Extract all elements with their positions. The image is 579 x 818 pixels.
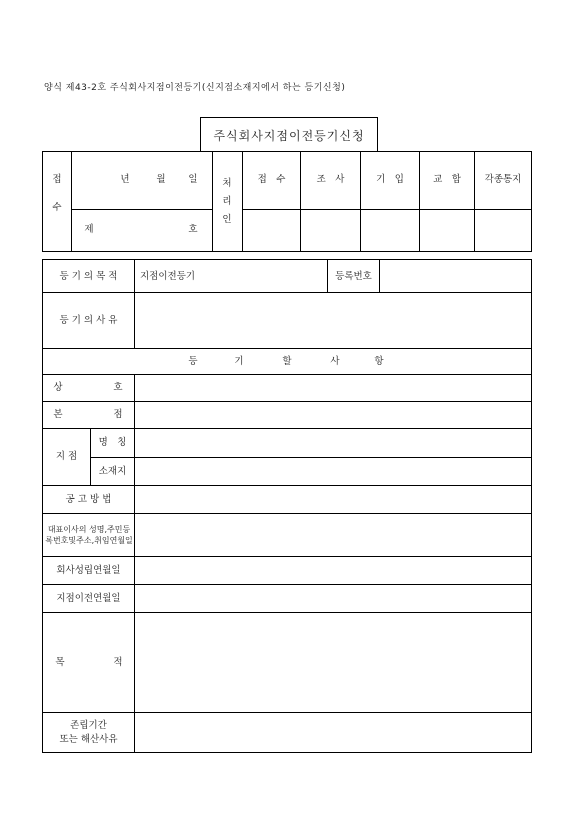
representative-field[interactable] xyxy=(135,514,531,556)
processing-char-2: 리 xyxy=(222,196,232,207)
receipt-ho: 호 xyxy=(188,224,198,235)
receipt-day: 일 xyxy=(188,174,198,185)
items-header-4: 사 xyxy=(330,355,340,367)
processing-char-3: 인 xyxy=(222,214,232,225)
branch-name-label: 명 칭 xyxy=(98,437,127,448)
purpose-label: 등 기 의 목 적 xyxy=(59,271,118,282)
objective-label-1: 목 xyxy=(55,657,65,668)
receipt-year: 년 xyxy=(120,174,130,185)
reason-label: 등 기 의 사 유 xyxy=(59,314,118,326)
objective-field[interactable] xyxy=(135,613,531,712)
representative-label: 대표이사의 성명,주민등록번호및주소,취임연월일 xyxy=(45,525,133,545)
purpose-value[interactable]: 지점이전등기 xyxy=(140,271,196,282)
receipt-label-su: 수 xyxy=(52,202,62,213)
form-caption: 양식 제43-2호 주식회사지점이전등기(신지점소재지에서 하는 등기신청) xyxy=(44,83,346,93)
reason-field[interactable] xyxy=(135,293,531,348)
receipt-month: 월 xyxy=(156,174,166,185)
col-verify: 교 합 xyxy=(433,174,461,185)
items-header-3: 할 xyxy=(282,355,292,367)
head-office-field[interactable] xyxy=(135,402,531,428)
head-office-label-1: 본 xyxy=(53,409,63,420)
trade-name-label-2: 호 xyxy=(113,382,123,393)
objective-label-2: 적 xyxy=(113,657,123,668)
items-header-1: 등 xyxy=(188,355,198,367)
public-notice-field[interactable] xyxy=(135,486,531,513)
col-entry: 기 입 xyxy=(376,174,404,185)
receipt-je: 제 xyxy=(84,224,94,235)
branch-name-field[interactable] xyxy=(135,429,531,457)
duration-label: 존립기간 또는 해산사유 xyxy=(59,719,118,745)
duration-field[interactable] xyxy=(135,713,531,752)
form-title: 주식회사지점이전등기신청 xyxy=(200,117,378,152)
branch-location-label: 소재지 xyxy=(98,465,127,477)
trade-name-label-1: 상 xyxy=(53,382,63,393)
processing-char-1: 처 xyxy=(222,178,232,189)
trade-name-field[interactable] xyxy=(135,375,531,401)
registration-number-field[interactable] xyxy=(380,262,530,292)
col-receipt: 접 수 xyxy=(257,174,286,185)
established-date-label: 회사성립연월일 xyxy=(56,564,121,576)
branch-location-field[interactable] xyxy=(135,458,531,485)
branch-label: 지 점 xyxy=(55,451,78,462)
registration-number-label: 등록번호 xyxy=(335,271,372,282)
head-office-label-2: 점 xyxy=(113,409,123,420)
relocation-date-label: 지점이전연월일 xyxy=(56,592,121,604)
items-header-5: 항 xyxy=(374,355,384,367)
established-date-field[interactable] xyxy=(135,557,531,584)
relocation-date-field[interactable] xyxy=(135,585,531,612)
receipt-table xyxy=(42,151,532,252)
public-notice-label: 공 고 방 법 xyxy=(65,493,112,505)
col-review: 조 사 xyxy=(316,174,345,185)
receipt-label-jeop: 접 xyxy=(52,174,62,185)
col-notice: 각종통지 xyxy=(484,174,522,185)
items-header-2: 기 xyxy=(234,355,244,367)
